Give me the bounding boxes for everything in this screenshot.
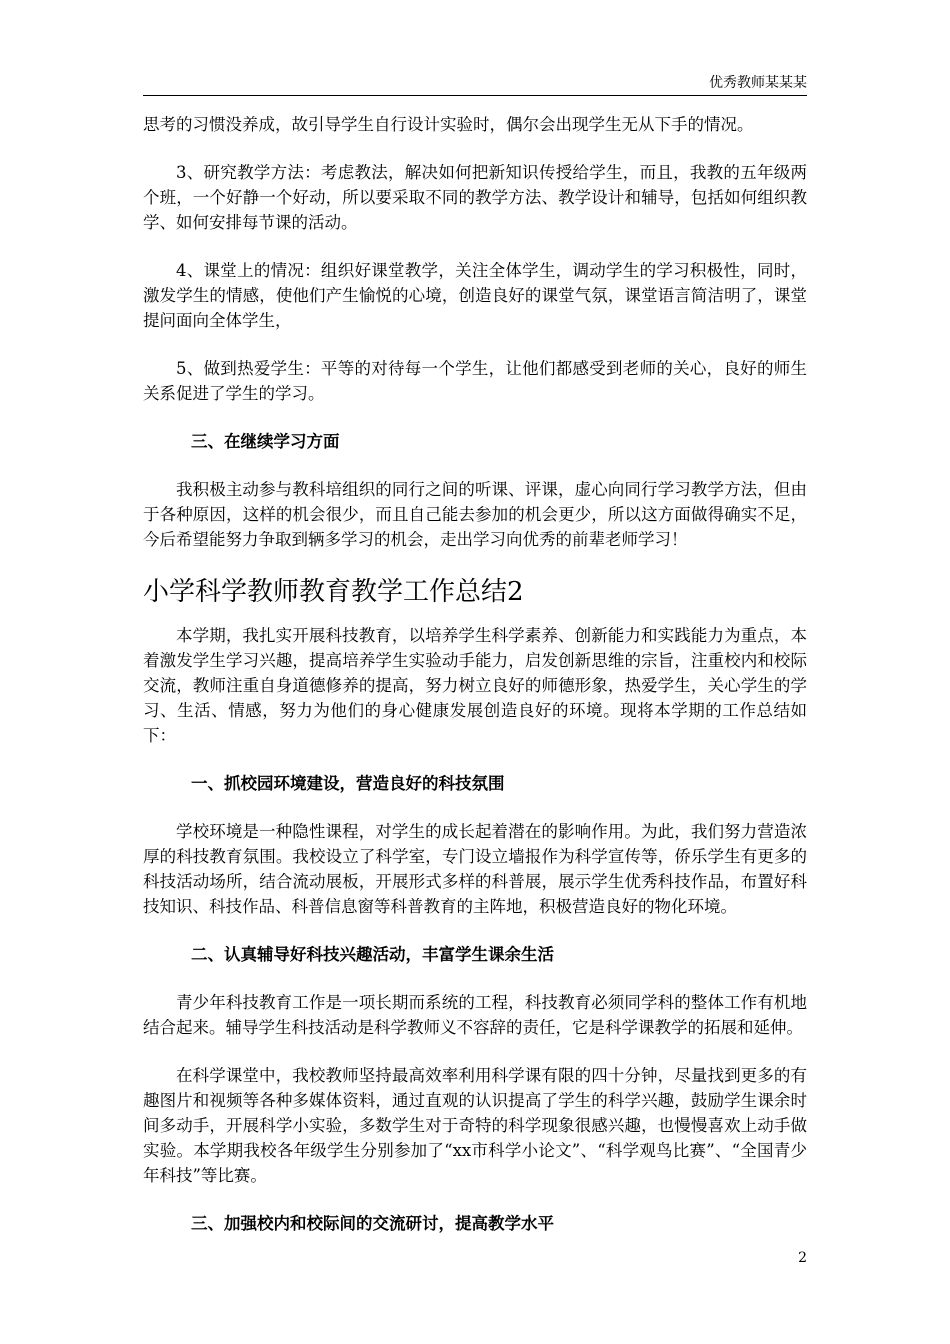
- paragraph-continue-learning: 我积极主动参与教科培组织的同行之间的听课、评课，虚心向同行学习教学方法，但由于各种原因，这样的机会很少，而且自己能去参加的机会更少，所以这方面做得确实不足，今后希望能努力争取到辆多学习的机会，走出学习向优秀的前辈老师学习！: [143, 480, 807, 549]
- paragraph-intro: 本学期，我扎实开展科技教育，以培养学生科学素养、创新能力和实践能力为重点，本着激发学生学习兴趣，提高培养学生实验动手能力，启发创新思维的宗旨，注重校内和校际交流，教师注重自身道德修养的提高，努力树立良好的师德形象，热爱学生，关心学生的学习、生活、情感，努力为他们的身心健康发展创造良好的环境。现将本学期的工作总结如下：: [143, 626, 807, 745]
- section-heading-continue-learning: 三、在继续学习方面: [191, 432, 340, 451]
- paragraph-teaching-method: 3、研究教学方法：考虑教法，解决如何把新知识传授给学生，而且，我教的五年级两个班，一个好静一个好动，所以要采取不同的教学方法、教学设计和辅导，包括如何组织教学、如何安排每节课的活动。: [143, 163, 807, 232]
- paragraph-continued: 思考的习惯没养成，故引导学生自行设计实验时，偶尔会出现学生无从下手的情况。: [143, 115, 754, 134]
- paragraph-activities: 青少年科技教育工作是一项长期而系统的工程，科技教育必须同学科的整体工作有机地结合起来。辅导学生科技活动是科学教师义不容辞的责任，它是科学课教学的拓展和延伸。: [143, 993, 807, 1037]
- document-title: 小学科学教师教育教学工作总结2: [143, 577, 524, 607]
- section-heading-exchange: 三、加强校内和校际间的交流研讨，提高教学水平: [191, 1214, 554, 1233]
- paragraph-environment: 学校环境是一种隐性课程，对学生的成长起着潜在的影响作用。为此，我们努力营造浓厚的科技教育氛围。我校设立了科学室，专门设立墙报作为科学宣传等，侨乐学生有更多的科技活动场所，结合流动展板，开展形式多样的科普展，展示学生优秀科技作品，布置好科技知识、科技作品、科普信息窗等科普教育的主阵地，积极营造良好的物化环境。: [143, 822, 807, 916]
- paragraph-classroom-science: 在科学课堂中，我校教师坚持最高效率利用科学课有限的四十分钟，尽量找到更多的有趣图片和视频等各种多媒体资料，通过直观的认识提高了学生的科学兴趣，鼓励学生课余时间多动手，开展科学小实验，多数学生对于奇特的科学现象很感兴趣，也慢慢喜欢上动手做实验。本学期我校各年级学生分别参加了“xx市科学小论文”、“科学观鸟比赛”、“全国青少年科技”等比赛。: [143, 1066, 807, 1185]
- document-body: [143, 112, 807, 1259]
- page-number: 2: [798, 1250, 807, 1266]
- header-author: 优秀教师某某某: [709, 75, 807, 91]
- paragraph-love-students: 5、做到热爱学生：平等的对待每一个学生，让他们都感受到老师的关心，良好的师生关系促进了学生的学习。: [143, 359, 807, 403]
- section-heading-activities: 二、认真辅导好科技兴趣活动，丰富学生课余生活: [191, 945, 554, 964]
- paragraph-classroom: 4、课堂上的情况：组织好课堂教学，关注全体学生，调动学生的学习积极性，同时，激发学生的情感，使他们产生愉悦的心境，创造良好的课堂气氛，课堂语言简洁明了，课堂提问面向全体学生，: [143, 261, 807, 330]
- header-divider: [143, 95, 807, 96]
- section-heading-environment: 一、抓校园环境建设，营造良好的科技氛围: [191, 774, 505, 793]
